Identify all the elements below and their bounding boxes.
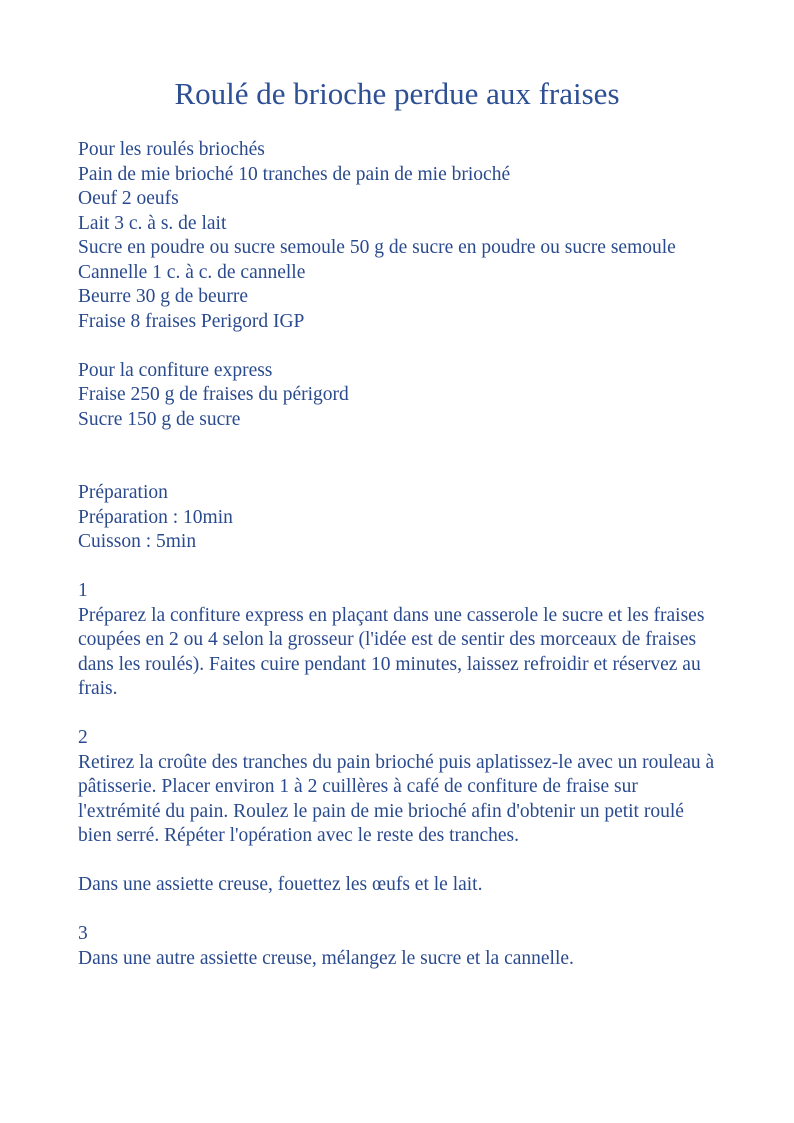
- section-heading-rolls: Pour les roulés briochés: [78, 139, 265, 160]
- spacer: [78, 555, 718, 580]
- ingredient-item: Lait 3 c. à s. de lait: [78, 212, 227, 234]
- step-number: 1: [78, 580, 88, 601]
- step-text: Dans une autre assiette creuse, mélangez le sucre et la cannelle.: [78, 947, 574, 969]
- step-text: Préparez la confiture express en plaçant dans une casserole le sucre et les fraises coupées en 2 ou 4 selon la grosseur (l'idée est de sentir des morceaux de fraises dans les roulés). Faites cuire pendant 10 minutes, laissez refroidir et réservez au frais.: [78, 604, 705, 699]
- spacer: [78, 702, 718, 727]
- ingredient-item: Fraise 8 fraises Perigord IGP: [78, 310, 305, 332]
- document-body: [78, 138, 718, 971]
- spacer: [78, 898, 718, 923]
- cook-time: Cuisson : 5min: [78, 531, 197, 552]
- step-number: 2: [78, 727, 88, 748]
- step-number: 3: [78, 923, 88, 944]
- ingredient-item: Cannelle 1 c. à c. de cannelle: [78, 261, 306, 283]
- ingredient-item: Pain de mie brioché 10 tranches de pain de mie brioché: [78, 163, 511, 185]
- page-title: Roulé de brioche perdue aux fraises: [174, 76, 620, 111]
- spacer: [78, 849, 718, 874]
- section-heading-jam: Pour la confiture express: [78, 359, 273, 381]
- ingredient-item: Fraise 250 g de fraises du périgord: [78, 384, 349, 405]
- section-heading-preparation: Préparation: [78, 482, 168, 503]
- ingredient-item: Sucre en poudre ou sucre semoule 50 g de sucre en poudre ou sucre semoule: [78, 237, 676, 258]
- ingredient-item: Oeuf 2 oeufs: [78, 188, 179, 209]
- ingredient-item: Beurre 30 g de beurre: [78, 286, 249, 307]
- step-text: Dans une assiette creuse, fouettez les œufs et le lait.: [78, 874, 483, 895]
- spacer: [78, 432, 718, 481]
- step-text: Retirez la croûte des tranches du pain brioché puis aplatissez-le avec un rouleau à pâtisserie. Placer environ 1 à 2 cuillères à café de confiture de fraise sur l'extrémité du pain. Roulez le pain de mie brioché afin d'obtenir un petit roulé bien serré. Répéter l'opération avec le reste des tranches.: [78, 751, 715, 846]
- prep-time: Préparation : 10min: [78, 506, 233, 528]
- spacer: [78, 334, 718, 359]
- ingredient-item: Sucre 150 g de sucre: [78, 408, 241, 430]
